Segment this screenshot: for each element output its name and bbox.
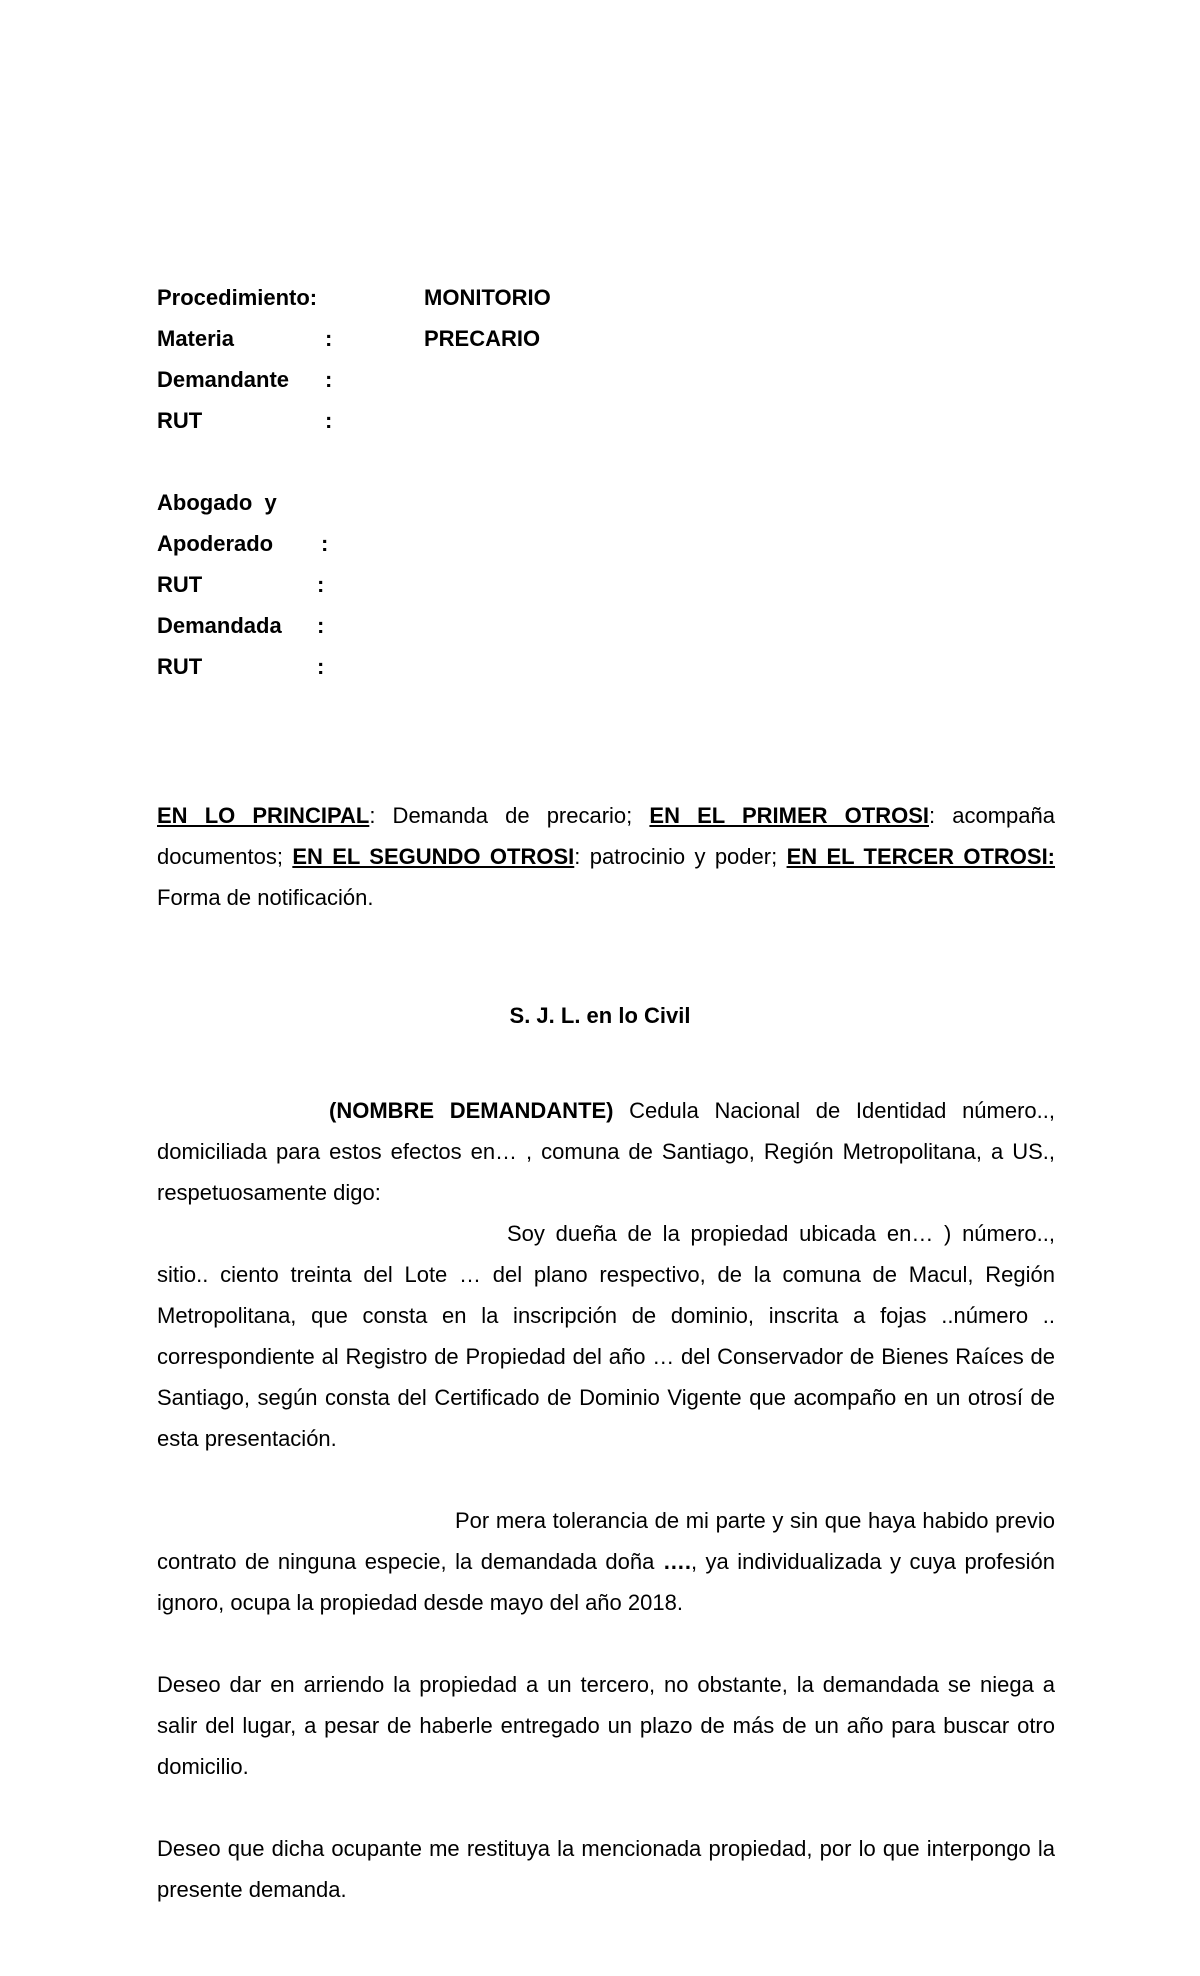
procedimiento-label: Procedimiento: (157, 285, 318, 310)
demandante-label: Demandante (157, 367, 290, 392)
rut-apoderado-label: RUT (157, 572, 203, 597)
paragraph-3-text-a: Por mera tolerancia de mi parte y sin que haya habido previo contrato de ninguna especie, la demandada doña (157, 1508, 1055, 1574)
rut-demandada-colon: : (317, 654, 325, 679)
summary-paragraph (157, 795, 1055, 918)
segundo-otrosi: EN EL SEGUNDO OTROSI (292, 844, 575, 869)
summary-text-4: Forma de notificación. (157, 885, 374, 910)
demandada-label: Demandada (157, 613, 282, 638)
summary-text-1: : Demanda de precario; (369, 803, 650, 828)
summary-text-3: : patrocinio y poder; (574, 844, 787, 869)
paragraph-3-bold: …. (662, 1549, 691, 1574)
abogado-label: Abogado y (157, 490, 277, 515)
materia-value: PRECARIO (424, 326, 541, 351)
paragraph-1-text: Cedula Nacional de Identidad número.., domiciliada para estos efectos en… , comuna de Santiago, Región Metropolitana, a US., respetuosamente digo: (157, 1098, 1055, 1205)
apoderado-colon: : (321, 531, 329, 556)
paragraph-5: Deseo que dicha ocupante me restituya la mencionada propiedad, por lo que interpongo la presente demanda. (157, 1836, 1055, 1902)
materia-colon: : (325, 326, 333, 351)
paragraph-2 (157, 1213, 1055, 1459)
rut-demandante-colon: : (325, 408, 333, 433)
demandante-name: (NOMBRE DEMANDANTE) (329, 1098, 614, 1123)
demandante-colon: : (325, 367, 333, 392)
paragraph-3 (157, 1500, 1055, 1623)
paragraph-3-text-b: , ya individualizada y cuya profesión ignoro, ocupa la propiedad desde mayo del año 2018. (157, 1549, 1055, 1615)
materia-label: Materia (157, 326, 235, 351)
primer-otrosi: EN EL PRIMER OTROSI (649, 803, 929, 828)
paragraph-2-text: Soy dueña de la propiedad ubicada en… ) número.., sitio.. ciento treinta del Lote … del plano respectivo, de la comuna de Macul, Región Metropolitana, que consta en la inscripción de dominio, inscrita a fojas ..número .. correspondiente al Registro de Propiedad del año … del Conservador de Bienes Raíces de Santiago, según consta del Certificado de Dominio Vigente que acompaño en un otrosí de esta presentación. (157, 1221, 1055, 1451)
tercer-otrosi: EN EL TERCER OTROSI: (786, 844, 1056, 869)
rut-demandada-label: RUT (157, 654, 203, 679)
demandada-colon: : (317, 613, 325, 638)
summary-text-2: : acompaña documentos; (157, 803, 1055, 869)
court-title: S. J. L. en lo Civil (509, 1003, 691, 1028)
paragraph-1 (157, 1090, 1055, 1213)
apoderado-label: Apoderado (157, 531, 274, 556)
rut-demandante-label: RUT (157, 408, 203, 433)
paragraph-4: Deseo dar en arriendo la propiedad a un tercero, no obstante, la demandada se niega a salir del lugar, a pesar de haberle entregado un plazo de más de un año para buscar otro domicilio. (157, 1672, 1055, 1779)
procedimiento-value: MONITORIO (424, 285, 551, 310)
rut-apoderado-colon: : (317, 572, 325, 597)
en-lo-principal: EN LO PRINCIPAL (157, 803, 370, 828)
